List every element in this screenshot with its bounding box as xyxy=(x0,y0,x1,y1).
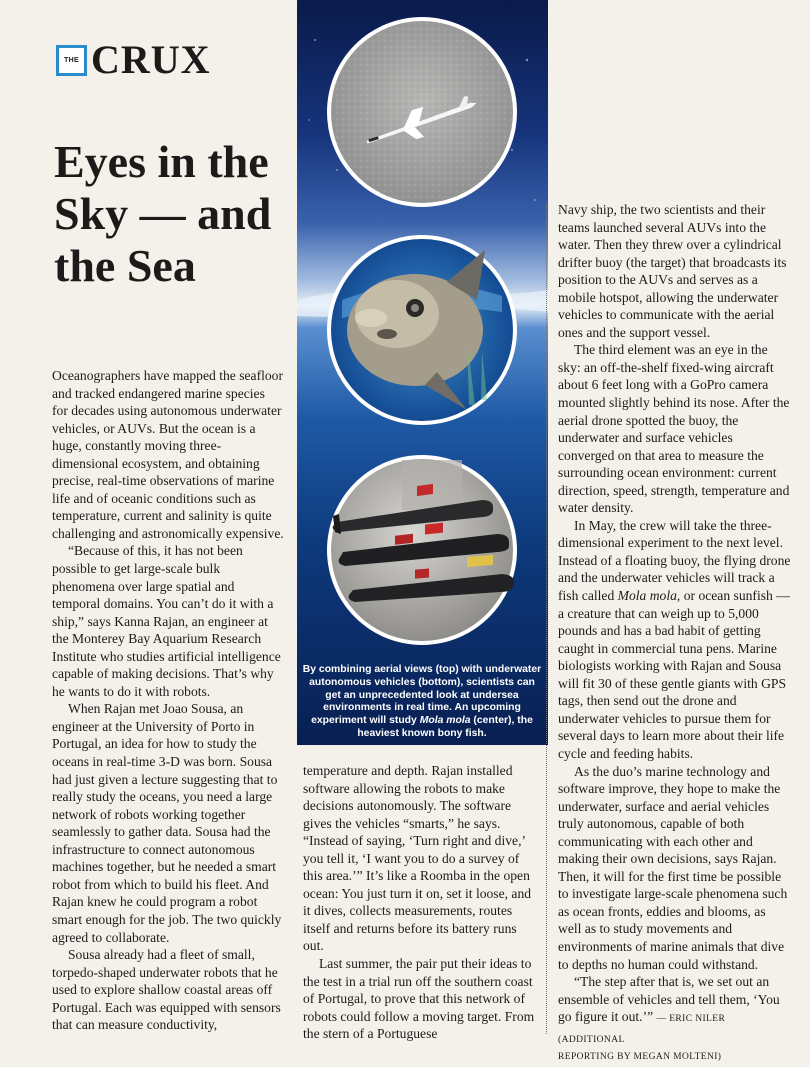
paragraph: As the duo’s marine technology and software improve, they hope to make the underwater, surface and aerial vehicles truly autonomous, capable of both communicating with each other and making their own decisions, says Rajan. Then, it will for the first time be possible to investigate large-scale phenomena such as ocean fronts, eddies and blooms, as well as to study movements and environments of marine animals that dive to depths no human could withstand. xyxy=(558,763,788,972)
species-name: Mola mola xyxy=(617,588,677,604)
aerial-drone-photo xyxy=(327,17,517,207)
photo-collage xyxy=(297,0,548,745)
paragraph: Sousa already had a fleet of small, torpedo-shaped underwater robots that he used to explore shallow coastal areas off Portugal. Each was equipped with sensors that can measure conductivity, xyxy=(52,947,281,1033)
caption-text: By combining aerial views (top) with underwater autonomous vehicles (bottom), scientists can get an unprecedented look at undersea environments in real time. An upcoming experiment will study xyxy=(302,664,542,727)
paragraph-text: In May, the crew will take the three-dimensional experiment to the next level. Instead of a floating buoy, the flying drone and the underwater vehicles will track a fish called xyxy=(558,517,791,604)
paragraph: Navy ship, the two scientists and their teams launched several AUVs into the water. Then they threw over a cylindrical drifter buoy (the target) that broadcasts its position to the AUVs and serves as a mobile hotspot, allowing the underwater vehicles to communicate with the aerial ones and the support vessel. xyxy=(558,202,787,340)
paragraph: The third element was an eye in the sky: an off-the-shelf fixed-wing aircraft about 6 feet long with a GoPro camera mounted slightly behind its nose. After the aerial drone spotted the buoy, the underwater and surface vehicles converged on that area to measure the surrounding ocean environment: current direction, speed, strength, temperature and water density. xyxy=(558,342,790,516)
crux-logo-word: CRUX xyxy=(91,37,211,82)
article-headline: Eyes in the Sky — and the Sea xyxy=(54,136,272,291)
paragraph xyxy=(558,973,792,1067)
crux-masthead xyxy=(56,37,211,82)
caption-species: Mola mola xyxy=(419,715,471,727)
auv-photo xyxy=(327,455,517,645)
byline-additional: REPORTING BY MEGAN MOLTENI) xyxy=(558,1052,722,1063)
paragraph xyxy=(558,517,792,763)
paragraph: Oceanographers have mapped the seafloor and tracked endangered marine species for decades using autonomous underwater vehicles, or AUVs. But the ocean is a huge, constantly moving three-dimensional ecosystem, and obtaining precise, real-time observations of marine life and of oceanic conditions such as temperature, current and salinity is quite challenging and astronomically expensive. xyxy=(52,368,284,541)
paragraph: temperature and depth. Rajan installed software allowing the robots to make decisions autonomously. The software gives the vehicles “smarts,” he says. “Instead of saying, ‘Turn right and dive,’ you tell it, ‘I want you to do a survey of this area.’” It’s like a Roomba in the open ocean: You just turn it on, set it loose, and it dives, collects measurements, routes itself and returns before its battery runs out. xyxy=(303,763,532,954)
photo-strip xyxy=(297,0,548,745)
caption-text-end: (center), the heaviest known bony fish. xyxy=(357,715,533,739)
closing-quote: “The step after that is, we set out an ensemble of vehicles and tell them, ‘You go figure it out.’” xyxy=(558,974,780,1025)
paragraph: When Rajan met Joao Sousa, an engineer at the University of Porto in Portugal, an idea for how to study the oceans in real-time 3-D was born. Sousa had just given a lecture suggesting that to really study the oceans, you need a large network of robots working together seamlessly to gather data. Sousa had the infrastructure to connect autonomous machines together, but he needed a smart robot from which to build his fleet. And Rajan knew he could program a robot smart enough for the job. The two quickly agreed to collaborate. xyxy=(52,701,282,945)
article-column-2 xyxy=(303,762,535,1043)
photo-caption xyxy=(302,664,542,741)
paragraph: Last summer, the pair put their ideas to the test in a trial run off the southern coast of Portugal, to prove that this network of robots could follow a moving target. From the stern of a Portuguese xyxy=(303,956,535,1042)
byline: — ERIC NILER (ADDITIONAL xyxy=(558,1014,726,1045)
sunfish-photo xyxy=(327,235,517,425)
paragraph: “Because of this, it has not been possible to get large-scale bulk phenomena over large spatial and temporal domains. You can’t do it with a ship,” says Kanna Rajan, an engineer at the Monterey Bay Aquarium Research Institute who studies artificial intelligence capable of making decisions. That’s why he wants to do it with robots. xyxy=(52,543,281,699)
paragraph-text-end: , or ocean sunfish — a creature that can weigh up to 5,000 pounds and has a bad habit of getting caught in commercial tuna pens. Marine biologists working with Rajan and Sousa will fit 30 of these gentle giants with GPS tags, then send out the drone and underwater vehicles to pursue them for several days to learn more about their life cycle and feeding habits. xyxy=(558,588,790,761)
crux-logo-box: THE xyxy=(56,45,87,76)
column-divider xyxy=(546,204,547,1034)
article-column-1 xyxy=(52,367,284,1034)
article-column-3 xyxy=(558,201,792,1067)
